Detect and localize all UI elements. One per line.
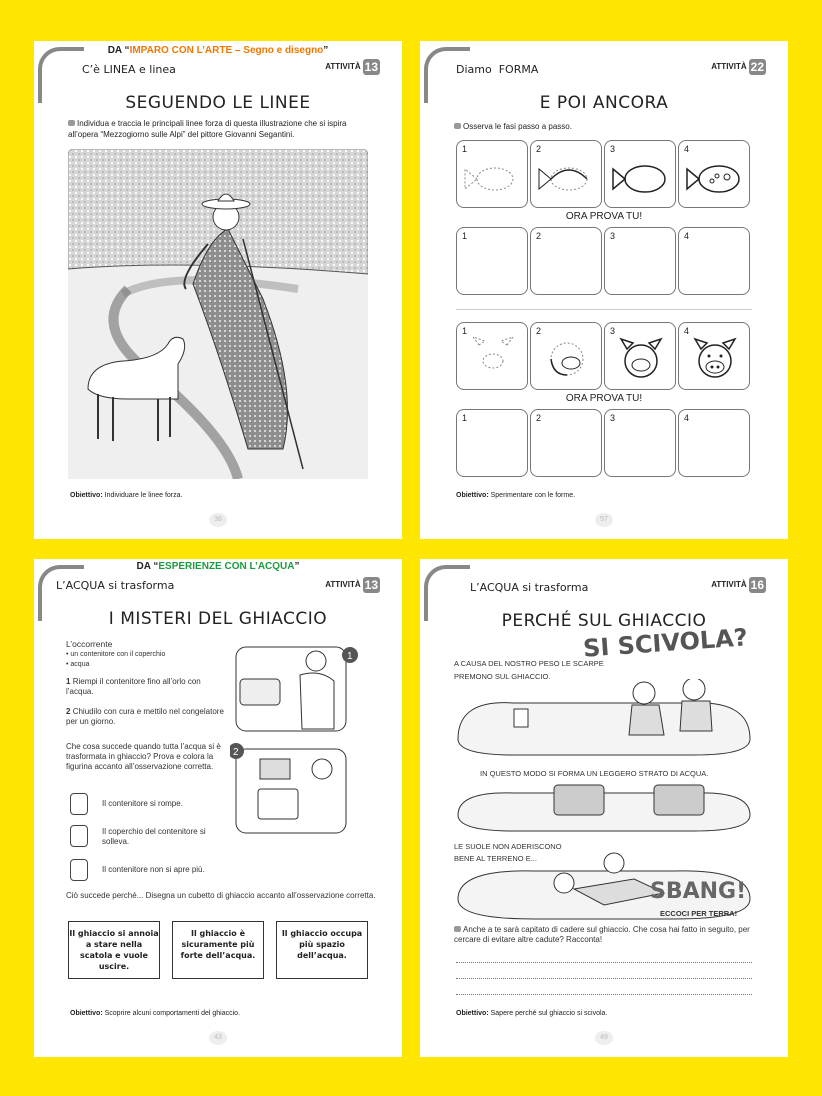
worksheet-seguendo-le-linee	[34, 41, 402, 539]
question: Che cosa succede quando tutta l’acqua si è trasformata in ghiaccio? Prova e colora la figurina accanto all’osservazione corretta.	[66, 742, 221, 771]
divider	[456, 309, 752, 310]
try-box-7[interactable]: 3	[604, 409, 676, 477]
try-box-2[interactable]: 2	[530, 227, 602, 295]
try-box-3[interactable]: 3	[604, 227, 676, 295]
explanation-card-2[interactable]: Il ghiaccio è sicuramente più forte dell’acqua.	[172, 921, 264, 979]
source-banner: DA “IMPARO CON L’ARTE – Segno e disegno”	[107, 45, 329, 56]
material-1: • un contenitore con il coperchio	[66, 651, 166, 658]
pig-step-3: 3	[604, 322, 676, 390]
option-2: Il coperchio del contenitore si solleva.	[102, 827, 206, 846]
svg-text:1: 1	[347, 651, 353, 662]
answer-line-2[interactable]	[456, 977, 752, 979]
option-1: Il contenitore si rompe.	[102, 799, 183, 808]
explanation-card-3[interactable]: Il ghiaccio occupa più spazio dell’acqua.	[276, 921, 368, 979]
experiment-illustration	[230, 639, 360, 834]
objective: Obiettivo: Sperimentare con le forme.	[456, 492, 576, 499]
container-figure-3[interactable]	[70, 859, 88, 881]
try-box-6[interactable]: 2	[530, 409, 602, 477]
pig-step-1: 1	[456, 322, 528, 390]
activity-badge: ATTIVITÀ 13	[325, 60, 378, 74]
activity-badge: ATTIVITÀ 22	[711, 60, 764, 74]
explanation-card-1[interactable]: Il ghiaccio si annoia a stare nella scatola e vuole uscire.	[68, 921, 160, 979]
objective: Obiettivo: Scoprire alcuni comportamenti del ghiaccio.	[70, 1010, 241, 1017]
section-header: C’è LINEA e linea	[82, 63, 176, 76]
question: Anche a te sarà capitato di cadere sul ghiaccio. Che cosa hai fatto in seguito, per cercare di evitare altre cadute? Racconta!	[454, 925, 750, 944]
eccoci-text: ECCOCI PER TERRA!	[660, 909, 738, 918]
pig-step-2: 2	[530, 322, 602, 390]
page-number: 43	[209, 1031, 227, 1045]
answer-line-3[interactable]	[456, 993, 752, 995]
fish-step-3: 3	[604, 140, 676, 208]
prova-label-2: ORA PROVA TU!	[565, 393, 643, 404]
page-number: 38	[209, 513, 227, 527]
source-title: IMPARO CON L’ARTE – Segno e disegno	[129, 45, 324, 56]
segantini-illustration	[68, 149, 368, 479]
caption-2: IN QUESTO MODO SI FORMA UN LEGGERO STRATO DI ACQUA.	[480, 769, 709, 778]
container-figure-2[interactable]	[70, 825, 88, 847]
worksheet-perche-si-scivola	[420, 559, 788, 1057]
bullet-icon	[454, 926, 461, 932]
pig-step-4: 4	[678, 322, 750, 390]
section-header: L’ACQUA si trasforma	[56, 579, 175, 592]
page-title: E POI ANCORA	[539, 93, 669, 113]
page-number: 57	[595, 513, 613, 527]
worksheet-e-poi-ancora	[420, 41, 788, 539]
source-banner: DA “ESPERIENZE CON L’ACQUA”	[136, 561, 300, 572]
option-3: Il contenitore non si apre più.	[102, 865, 205, 874]
section-header: Diamo FORMA	[456, 63, 539, 76]
page-title: I MISTERI DEL GHIACCIO	[108, 609, 328, 629]
activity-badge: ATTIVITÀ 16	[711, 578, 764, 592]
bullet-icon	[454, 123, 461, 129]
instruction: Osserva le fasi passo a passo.	[454, 121, 572, 132]
container-figure-1[interactable]	[70, 793, 88, 815]
svg-text:2: 2	[233, 747, 239, 758]
objective: Obiettivo: Sapere perché sul ghiaccio si scivola.	[456, 1010, 608, 1017]
activity-badge: ATTIVITÀ 13	[325, 578, 378, 592]
try-box-1[interactable]: 1	[456, 227, 528, 295]
worksheet-misteri-del-ghiaccio	[34, 559, 402, 1057]
step-2: 2 Chiudilo con cura e mettilo nel congelatore per un giorno.	[66, 707, 224, 726]
try-box-8[interactable]: 4	[678, 409, 750, 477]
kids-walking-illustration	[454, 679, 754, 759]
page-title-emphasis: SI SCIVOLA?	[582, 623, 749, 663]
shoes-on-ice-illustration	[454, 781, 754, 837]
caption-3: LE SUOLE NON ADERISCONO BENE AL TERRENO E...	[454, 842, 562, 863]
fish-step-4: 4	[678, 140, 750, 208]
instruction: Individua e traccia le principali linee forza di questa illustrazione che si ispira all’opera “Mezzogiorno sulle Alpi” del pittore Giovanni Segantini.	[68, 119, 347, 139]
material-2: • acqua	[66, 661, 90, 668]
fish-step-2: 2	[530, 140, 602, 208]
answer-line-1[interactable]	[456, 961, 752, 963]
section-header: L’ACQUA si trasforma	[470, 581, 589, 594]
bullet-icon	[68, 120, 75, 126]
sbang-text: SBANG!	[650, 879, 747, 904]
try-box-4[interactable]: 4	[678, 227, 750, 295]
page-number: 49	[595, 1031, 613, 1045]
perche-instruction: Ciò succede perché... Disegna un cubetto di ghiaccio accanto all’osservazione corretta.	[66, 891, 376, 900]
step-1: 1 Riempi il contenitore fino all’orlo con l’acqua.	[66, 677, 201, 696]
prova-label: ORA PROVA TU!	[565, 211, 643, 222]
page-title: SEGUENDO LE LINEE	[125, 93, 311, 113]
objective: Obiettivo: Individuare le linee forza.	[70, 492, 183, 499]
occorrente-heading: L’occorrente	[66, 639, 113, 649]
source-title: ESPERIENZE CON L’ACQUA	[158, 561, 295, 572]
fish-step-1: 1	[456, 140, 528, 208]
page-title: PERCHÉ SUL GHIACCIO	[501, 611, 707, 631]
caption-1: A CAUSA DEL NOSTRO PESO LE SCARPE PREMONO SUL GHIACCIO.	[454, 659, 604, 681]
try-box-5[interactable]: 1	[456, 409, 528, 477]
